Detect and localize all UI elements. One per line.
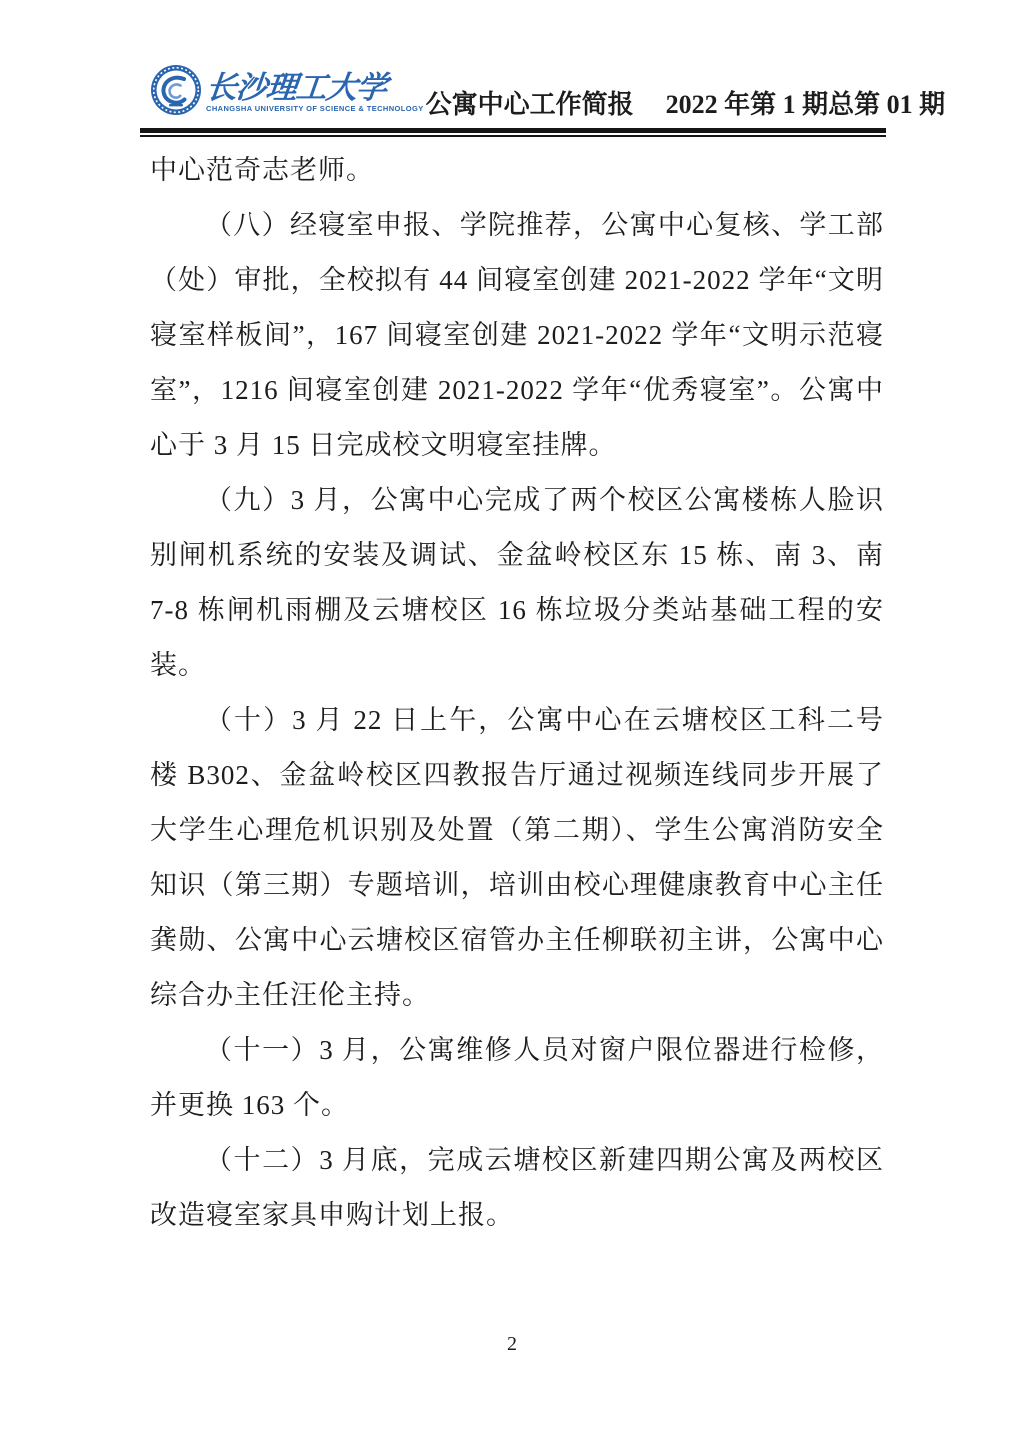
paragraph: （十）3 月 22 日上午，公寓中心在云塘校区工科二号楼 B302、金盆岭校区四教报告厅通过视频连线同步开展了大学生心理危机识别及处置（第二期）、学生公寓消防安全知识（第三期）专题培训，培训由校心理健康教育中心主任龚勋、公寓中心云塘校区宿管办主任柳联初主讲，公寓中心综合办主任汪伦主持。 <box>150 705 884 1010</box>
bulletin-title: 公寓中心工作简报 <box>425 90 634 119</box>
university-seal-icon <box>150 64 202 116</box>
university-name-en: CHANGSHA UNIVERSITY OF SCIENCE & TECHNOLOGY <box>206 103 424 113</box>
university-logo <box>150 64 424 120</box>
paragraph: 中心范奇志老师。 <box>150 155 374 185</box>
bulletin-issue: 2022 年第 1 期总第 01 期 <box>665 90 946 119</box>
masthead-divider <box>140 128 886 137</box>
paragraph: （九）3 月，公寓中心完成了两个校区公寓楼栋人脸识别闸机系统的安装及调试、金盆岭校区东 15 栋、南 3、南 7-8 栋闸机雨棚及云塘校区 16 栋垃圾分类站基础工程的安装。 <box>150 485 884 680</box>
paragraph: （八）经寝室申报、学院推荐，公寓中心复核、学工部（处）审批，全校拟有 44 间寝室创建 2021-2022 学年“文明寝室样板间”，167 间寝室创建 2021-2022 学年“文明示范寝室”，1216 间寝室创建 2021-2022 学年“优秀寝室”。公寓中心于 3 月 15 日完成校文明寝室挂牌。 <box>150 210 884 460</box>
paragraph: （十一）3 月，公寓维修人员对窗户限位器进行检修，并更换 163 个。 <box>150 1035 884 1120</box>
document-body <box>150 143 884 1243</box>
masthead <box>150 64 946 120</box>
university-brand <box>204 69 424 113</box>
paragraph: （十二）3 月底，完成云塘校区新建四期公寓及两校区改造寝室家具申购计划上报。 <box>150 1145 884 1230</box>
university-name-zh: 长沙理工大学 <box>204 69 388 105</box>
page-number: 2 <box>507 1333 517 1355</box>
